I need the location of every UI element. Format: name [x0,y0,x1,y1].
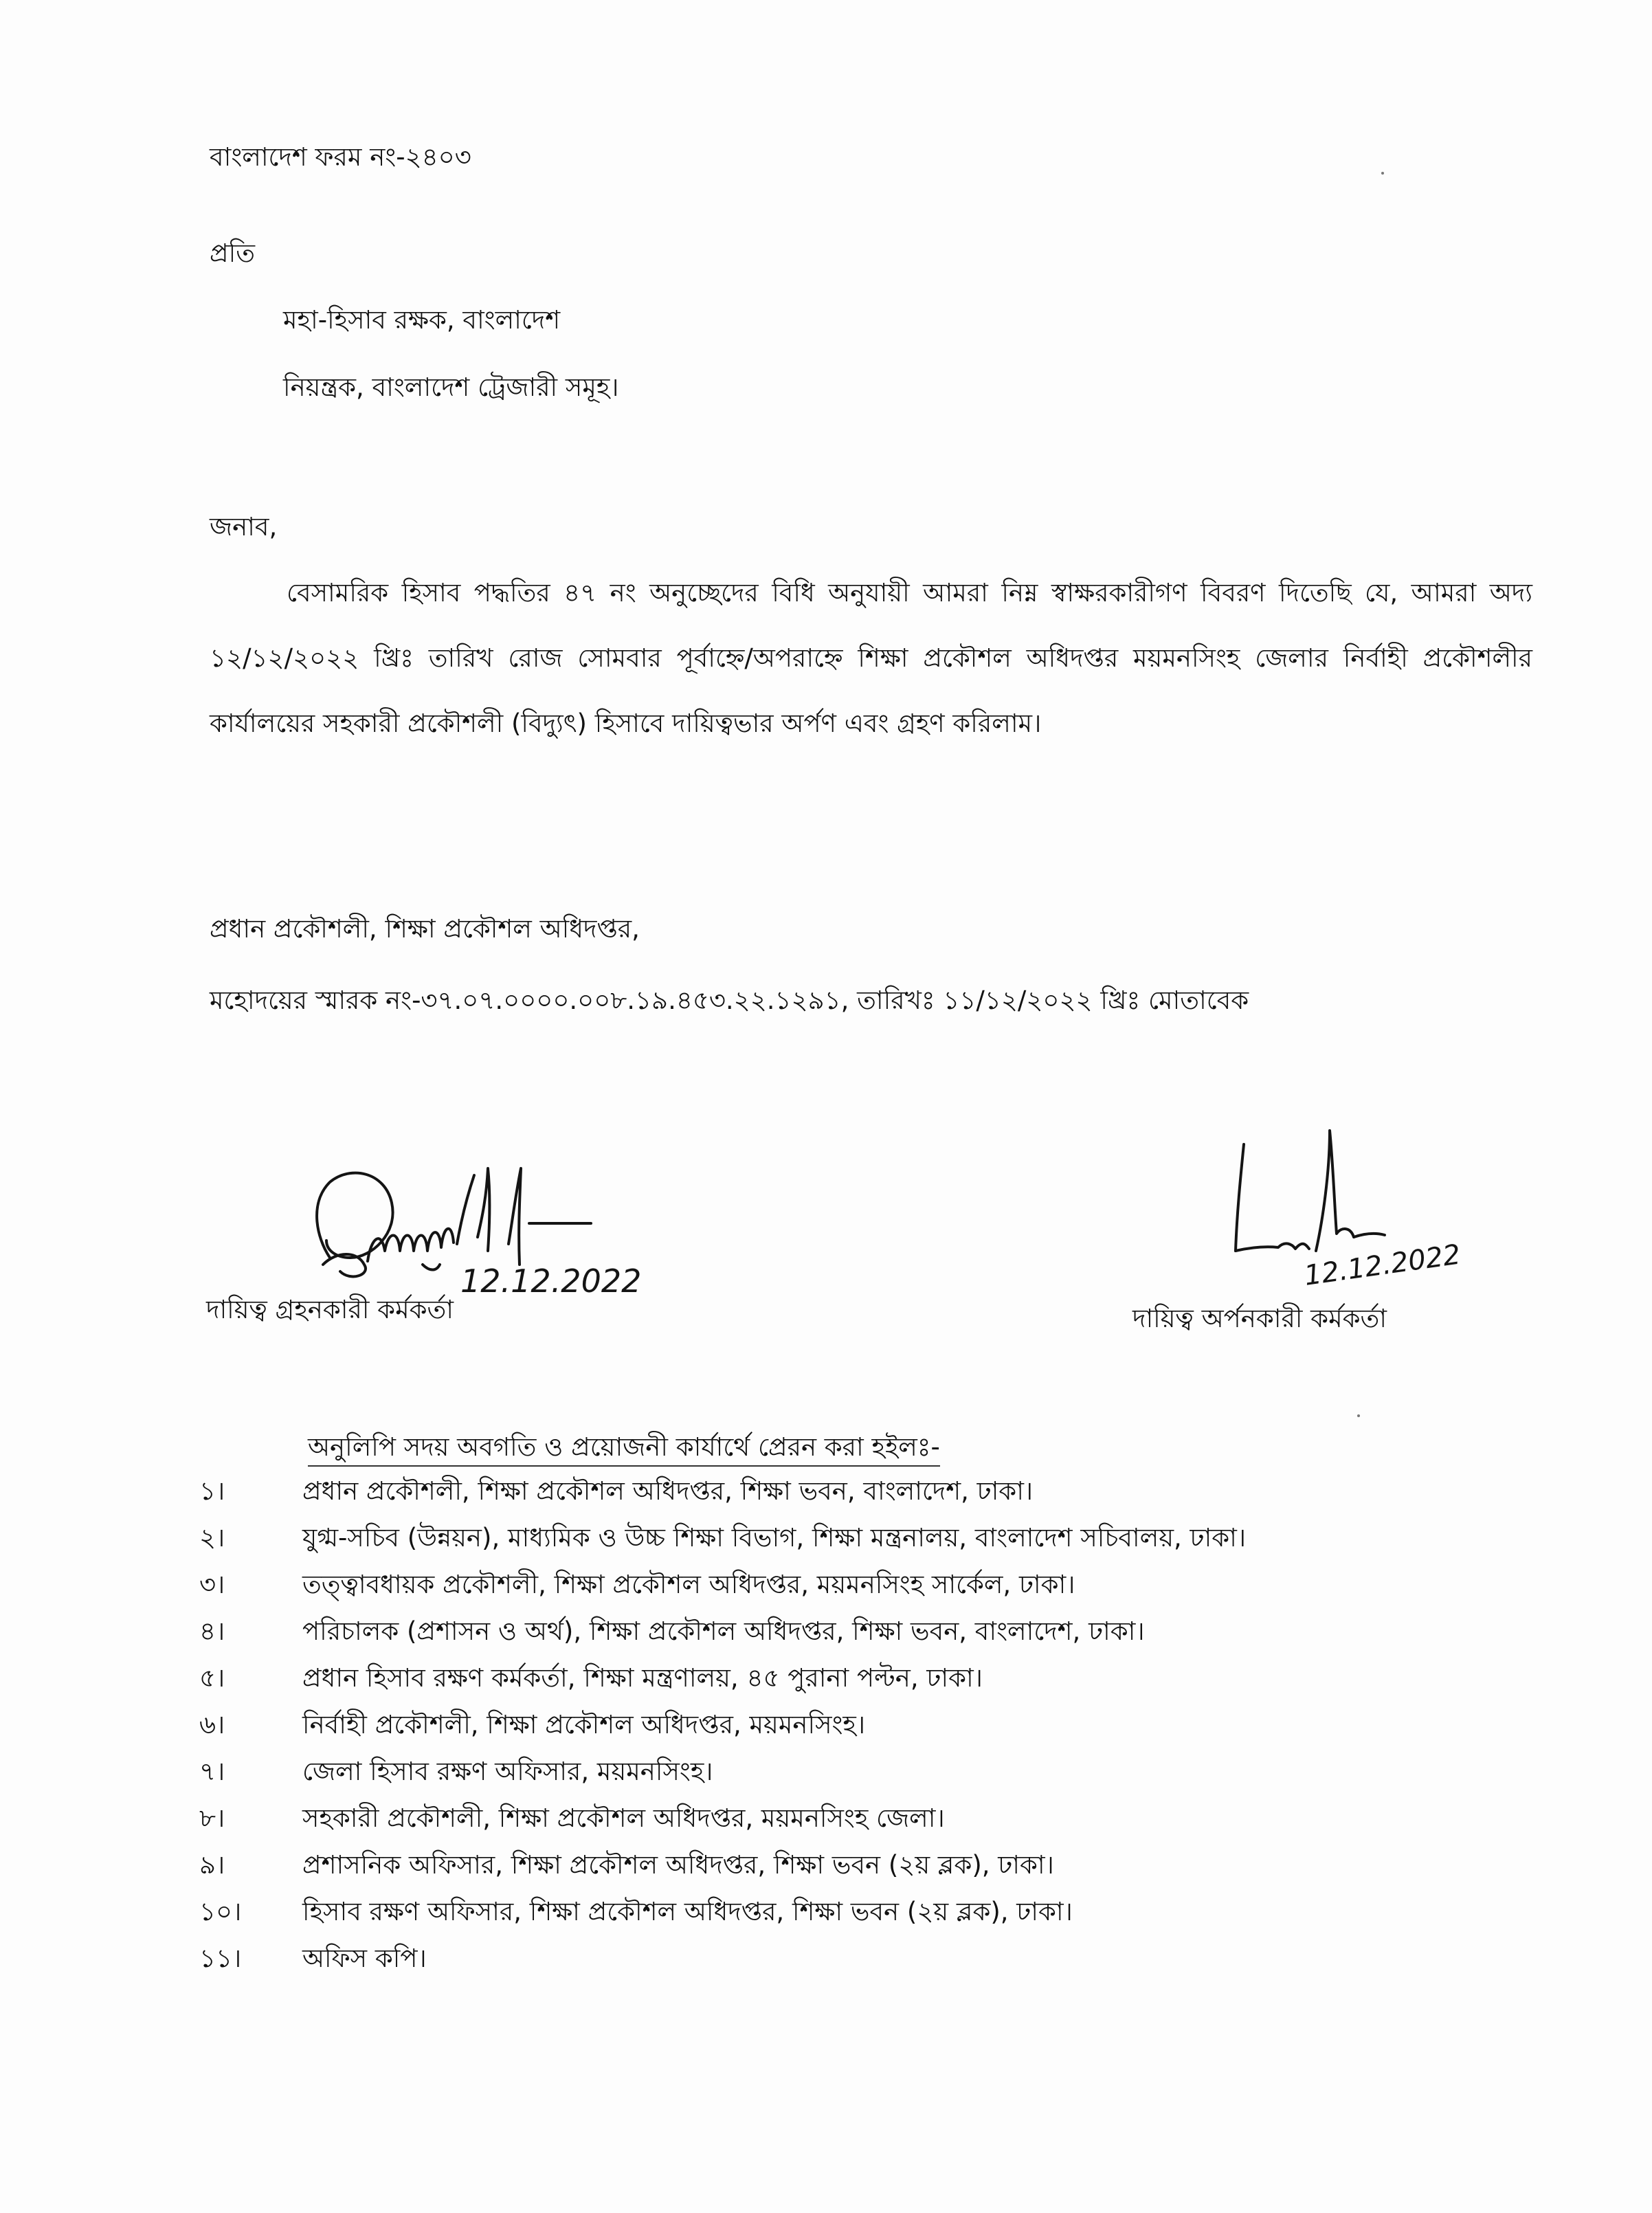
list-item-number: ১১। [199,1944,242,1973]
list-item [199,1662,1505,1709]
list-item [199,1802,1505,1849]
list-item-text: অফিস কপি। [302,1944,427,1973]
scan-speck [1357,1414,1360,1417]
list-item [199,1475,1505,1522]
list-item-number: ২। [199,1523,225,1553]
list-item-text: সহকারী প্রকৌশলী, শিক্ষা প্রকৌশল অধিদপ্তর, ময়মনসিংহ জেলা। [302,1803,945,1833]
list-item-number: ৩। [199,1570,225,1599]
form-number: বাংলাদেশ ফরম নং-২৪০৩ [210,142,471,172]
list-item [199,1942,1505,1989]
recipient-line: মহা-হিসাব রক্ষক, বাংলাদেশ [283,305,561,335]
list-item-text: যুগ্ম-সচিব (উন্নয়ন), মাধ্যমিক ও উচ্চ শিক্ষা বিভাগ, শিক্ষা মন্ত্রনালয়, বাংলাদেশ সচিবালয়, ঢাকা। [302,1523,1247,1553]
list-item-number: ৪। [199,1616,225,1646]
list-item [199,1615,1505,1662]
copy-distribution-list [199,1475,1505,1989]
handwritten-signature-icon [1189,1117,1464,1295]
left-signature [302,1155,660,1306]
salutation: জনাব, [210,512,278,542]
list-item-text: পরিচালক (প্রশাসন ও অর্থ), শিক্ষা প্রকৌশল অধিদপ্তর, শিক্ষা ভবন, বাংলাদেশ, ঢাকা। [302,1616,1145,1646]
list-item [199,1895,1505,1942]
list-item [199,1849,1505,1895]
list-item-text: প্রধান হিসাব রক্ষণ কর্মকর্তা, শিক্ষা মন্ত্রণালয়, ৪৫ পুরানা পল্টন, ঢাকা। [302,1663,983,1693]
reference-line: মহোদয়ের স্মারক নং-৩৭.০৭.০০০০.০০৮.১৯.৪৫৩.২২.১২৯১, তারিখঃ ১১/১২/২০২২ খ্রিঃ মোতাবেক [210,986,1249,1015]
list-item [199,1755,1505,1802]
list-item [199,1522,1505,1568]
list-item [199,1568,1505,1615]
list-item-text: প্রধান প্রকৌশলী, শিক্ষা প্রকৌশল অধিদপ্তর, শিক্ষা ভবন, বাংলাদেশ, ঢাকা। [302,1476,1034,1506]
to-label: প্রতি [210,238,255,268]
list-item-text: প্রশাসনিক অফিসার, শিক্ষা প্রকৌশল অধিদপ্তর, শিক্ষা ভবন (২য় ব্লক), ঢাকা। [302,1850,1054,1880]
scan-speck [1381,172,1384,175]
signature-date: 12.12.2022 [460,1263,642,1300]
list-item-text: নির্বাহী প্রকৌশলী, শিক্ষা প্রকৌশল অধিদপ্তর, ময়মনসিংহ। [302,1710,866,1739]
list-item-text: হিসাব রক্ষণ অফিসার, শিক্ষা প্রকৌশল অধিদপ্তর, শিক্ষা ভবন (২য় ব্লক), ঢাকা। [302,1897,1073,1926]
recipient-line: নিয়ন্ত্রক, বাংলাদেশ ট্রেজারী সমূহ। [283,372,619,402]
list-item-text: তত্ত্বাবধায়ক প্রকৌশলী, শিক্ষা প্রকৌশল অধিদপ্তর, ময়মনসিংহ সার্কেল, ঢাকা। [302,1570,1075,1599]
body-paragraph: বেসামরিক হিসাব পদ্ধতির ৪৭ নং অনুচ্ছেদের বিধি অনুযায়ী আমরা নিম্ন স্বাক্ষরকারীগণ বিবরণ দিতেছি যে, আমরা অদ্য ১২/১২/২০২২ খ্রিঃ তারিখ রোজ সোমবার পূর্বাহ্নে/অপরাহ্নে শিক্ষা প্রকৌশল অধিদপ্তর ময়মনসিংহ জেলার নির্বাহী প্রকৌশলীর কার্যালয়ের সহকারী প্রকৌশলী (বিদ্যুৎ) হিসাবে দায়িত্বভার অর্পণ এবং গ্রহণ করিলাম। [210,578,1532,738]
handing-over-officer-label: দায়িত্ব অর্পনকারী কর্মকর্তা [1132,1304,1387,1333]
signature-date: 12.12.2022 [1302,1238,1463,1292]
list-item-number: ৫। [199,1663,225,1693]
copy-distribution-heading: অনুলিপি সদয় অবগতি ও প্রয়োজনী কার্যার্থে প্রেরন করা হইলঃ- [308,1431,940,1467]
list-item-number: ৭। [199,1757,225,1786]
reference-line: প্রধান প্রকৌশলী, শিক্ষা প্রকৌশল অধিদপ্তর, [210,914,640,944]
right-signature [1189,1117,1464,1295]
list-item-number: ৮। [199,1803,225,1833]
list-item [199,1709,1505,1755]
handwritten-signature-icon [302,1155,660,1306]
list-item-text: জেলা হিসাব রক্ষণ অফিসার, ময়মনসিংহ। [302,1757,713,1786]
list-item-number: ১। [199,1476,225,1506]
list-item-number: ১০। [199,1897,242,1926]
list-item-number: ৯। [199,1850,225,1880]
receiving-officer-label: দায়িত্ব গ্রহনকারী কর্মকর্তা [206,1295,454,1324]
list-item-number: ৬। [199,1710,225,1739]
